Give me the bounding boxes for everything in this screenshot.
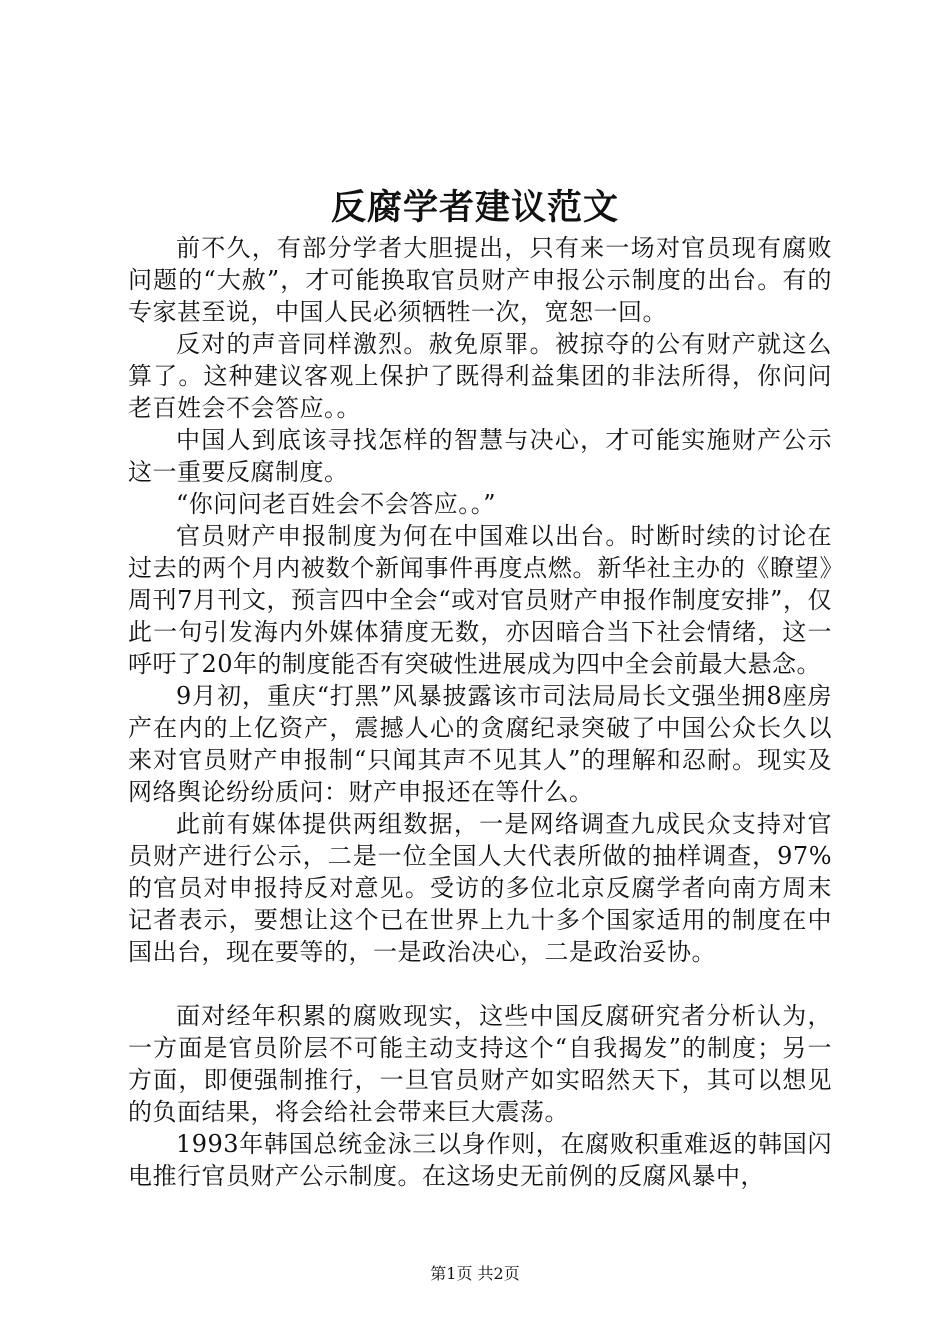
page-footer: 第1页 共2页: [430, 1264, 520, 1283]
paragraph-1: 前不久，有部分学者大胆提出，只有来一场对官员现有腐败问题的“大赦”，才可能换取官员财产申报公示制度的出台。有的专家甚至说，中国人民必须牺牲一次，宽恕一回。: [128, 234, 832, 326]
paragraph-8: 面对经年积累的腐败现实，这些中国反腐研究者分析认为，一方面是官员阶层不可能主动支持这个“自我揭发”的制度；另一方面，即便强制推行，一旦官员财产如实昭然天下，其可以想见的负面结果，将会给社会带来巨大震荡。: [128, 1002, 832, 1126]
paragraph-5: 官员财产申报制度为何在中国难以出台。时断时续的讨论在过去的两个月内被数个新闻事件再度点燃。新华社主办的《瞭望》周刊7月刊文，预言四中全会“或对官员财产申报作制度安排”，仅此一句引发海内外媒体猜度无数，亦因暗合当下社会情绪，这一呼吁了20年的制度能否有突破性进展成为四中全会前最大悬念。: [128, 522, 832, 678]
document-body: [128, 232, 832, 1192]
paragraph-4: “你问问老百姓会不会答应。。”: [176, 490, 497, 518]
paragraph-6: 9月初，重庆“打黑”风暴披露该市司法局局长文强坐拥8座房产在内的上亿资产，震撼人心的贪腐纪录突破了中国公众长久以来对官员财产申报制“只闻其声不见其人”的理解和忍耐。现实及网络舆论纷纷质问：财产申报还在等什么。: [128, 682, 832, 806]
paragraph-9: 1993年韩国总统金泳三以身作则，在腐败积重难返的韩国闪电推行官员财产公示制度。在这场史无前例的反腐风暴中，: [128, 1130, 832, 1190]
paragraph-2: 反对的声音同样激烈。赦免原罪。被掠夺的公有财产就这么算了。这种建议客观上保护了既得利益集团的非法所得，你问问老百姓会不会答应。。: [128, 330, 832, 422]
paragraph-7: 此前有媒体提供两组数据，一是网络调查九成民众支持对官员财产进行公示，二是一位全国人大代表所做的抽样调查，97%的官员对申报持反对意见。受访的多位北京反腐学者向南方周末记者表示，要想让这个已在世界上九十多个国家适用的制度在中国出台，现在要等的，一是政治决心，二是政治妥协。: [128, 810, 832, 966]
document-title: 反腐学者建议范文: [330, 187, 619, 228]
paragraph-3: 中国人到底该寻找怎样的智慧与决心，才可能实施财产公示这一重要反腐制度。: [128, 426, 832, 486]
